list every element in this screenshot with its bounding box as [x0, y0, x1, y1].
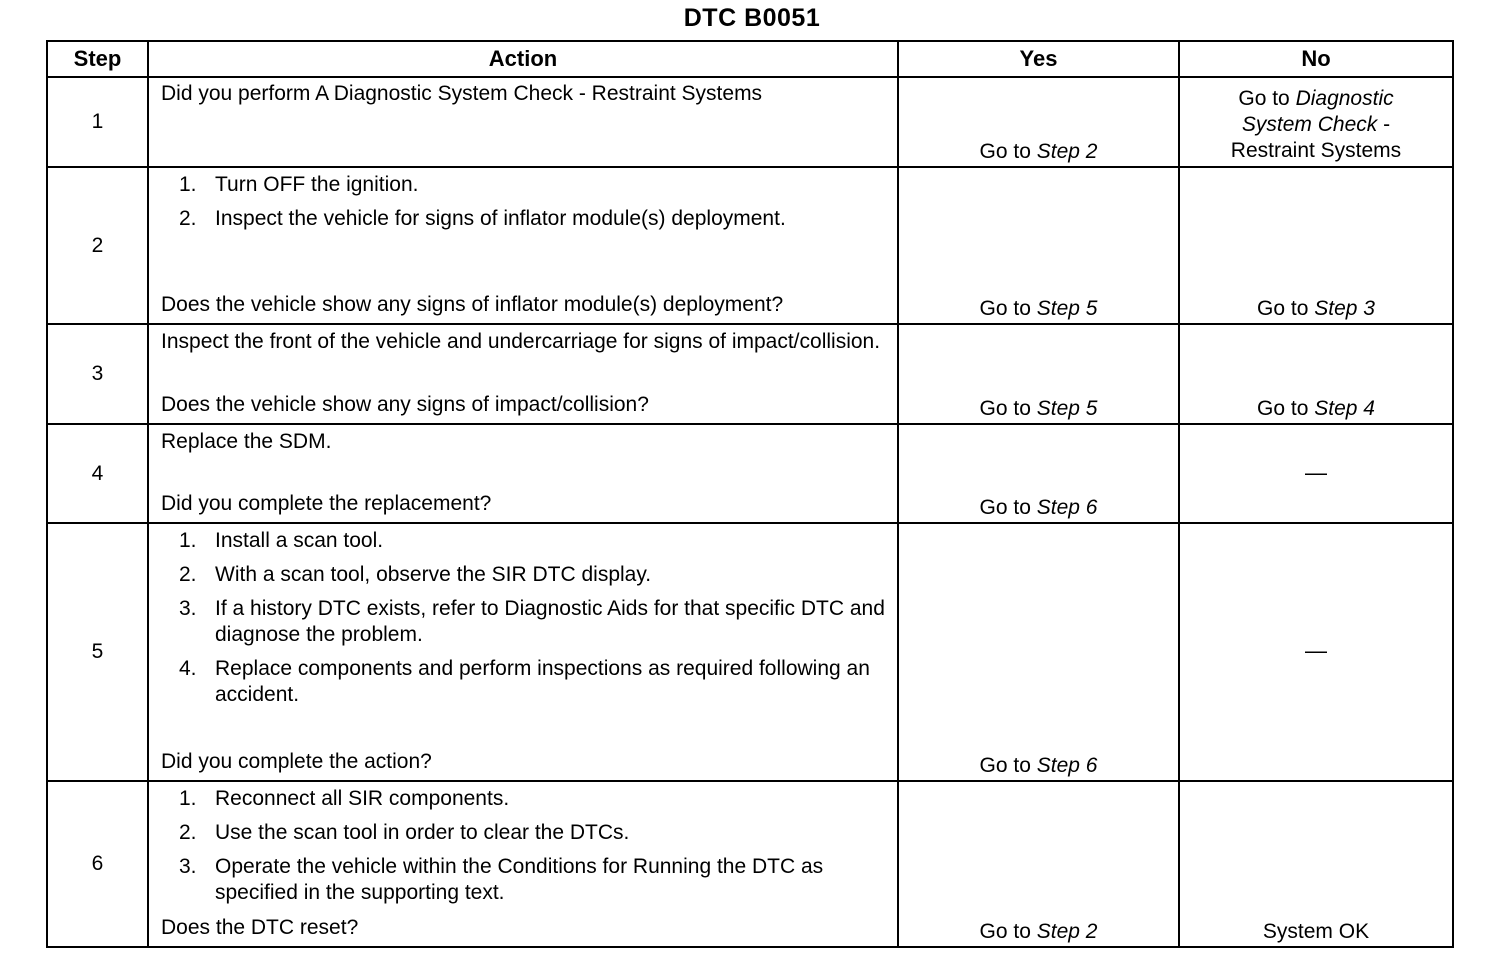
diagnostic-table: [46, 40, 1454, 948]
yes-cell: Go to Step 5: [898, 324, 1179, 424]
action-question: Does the DTC reset?: [161, 916, 359, 939]
step-link[interactable]: Step 6: [1036, 496, 1098, 519]
action-cell: [148, 781, 898, 947]
no-cell: System OK: [1179, 781, 1453, 947]
page-title: DTC B0051: [683, 4, 821, 32]
list-item: 1. Turn OFF the ignition.: [179, 173, 419, 196]
table-row: [47, 781, 1453, 947]
list-item: 2. Inspect the vehicle for signs of inflator module(s) deployment.: [179, 207, 786, 230]
action-question: Does the vehicle show any signs of impact/collision?: [161, 393, 649, 416]
action-cell: [148, 523, 898, 781]
list-item: 2. With a scan tool, observe the SIR DTC display.: [179, 563, 652, 586]
step-number: 3: [47, 324, 148, 424]
yes-cell: Go to Step 6: [898, 424, 1179, 523]
action-text: Replace the SDM.: [161, 430, 332, 453]
yes-cell: Go to Step 6: [898, 523, 1179, 781]
action-text: Inspect the front of the vehicle and undercarriage for signs of impact/collision.: [161, 330, 881, 353]
step-link[interactable]: Step 4: [1314, 397, 1375, 420]
step-link[interactable]: Step 2: [1036, 140, 1098, 163]
list-item: 2. Use the scan tool in order to clear the DTCs.: [179, 821, 630, 844]
action-question: Did you complete the action?: [161, 750, 432, 773]
action-text: Did you perform A Diagnostic System Check - Restraint Systems: [161, 82, 763, 105]
step-number: 4: [47, 424, 148, 523]
header-row: [47, 41, 1453, 77]
no-cell: Go to Step 4: [1179, 324, 1453, 424]
header-action: Action: [148, 41, 898, 77]
step-number: 5: [47, 523, 148, 781]
list-item: 1. Reconnect all SIR components.: [179, 787, 510, 810]
header-step: Step: [47, 41, 148, 77]
list-item: 3. If a history DTC exists, refer to Diagnostic Aids for that specific DTC and diagnose the problem.: [179, 597, 885, 646]
header-yes: Yes: [898, 41, 1179, 77]
step-number: 1: [47, 77, 148, 167]
step-link[interactable]: Step 6: [1036, 754, 1098, 777]
list-item: 1. Install a scan tool.: [179, 529, 384, 552]
yes-cell: Go to Step 5: [898, 167, 1179, 324]
step-number: 2: [47, 167, 148, 324]
yes-cell: Go to Step 2: [898, 77, 1179, 167]
action-cell: [148, 77, 898, 167]
header-no: No: [1179, 41, 1453, 77]
action-question: Did you complete the replacement?: [161, 492, 492, 515]
no-cell: —: [1179, 424, 1453, 523]
table-row: [47, 324, 1453, 424]
list-item: 3. Operate the vehicle within the Conditions for Running the DTC as specified in the supporting text.: [179, 855, 824, 904]
step-link[interactable]: Step 5: [1036, 397, 1098, 420]
table-row: [47, 167, 1453, 324]
yes-cell: Go to Step 2: [898, 781, 1179, 947]
table-row: [47, 523, 1453, 781]
diagnostic-system-check-link[interactable]: Diagnostic: [1295, 87, 1394, 110]
no-cell: Go to Diagnostic System Check - Restraint Systems: [1179, 77, 1453, 167]
action-question: Does the vehicle show any signs of inflator module(s) deployment?: [161, 293, 784, 316]
action-cell: [148, 167, 898, 324]
action-cell: [148, 424, 898, 523]
step-link[interactable]: Step 2: [1036, 920, 1098, 943]
step-link[interactable]: Step 3: [1314, 297, 1375, 320]
table-row: [47, 77, 1453, 167]
no-cell: —: [1179, 523, 1453, 781]
list-item: 4. Replace components and perform inspections as required following an accident.: [179, 657, 870, 706]
no-cell: Go to Step 3: [1179, 167, 1453, 324]
step-number: 6: [47, 781, 148, 947]
step-link[interactable]: Step 5: [1036, 297, 1098, 320]
table-row: [47, 424, 1453, 523]
action-cell: [148, 324, 898, 424]
